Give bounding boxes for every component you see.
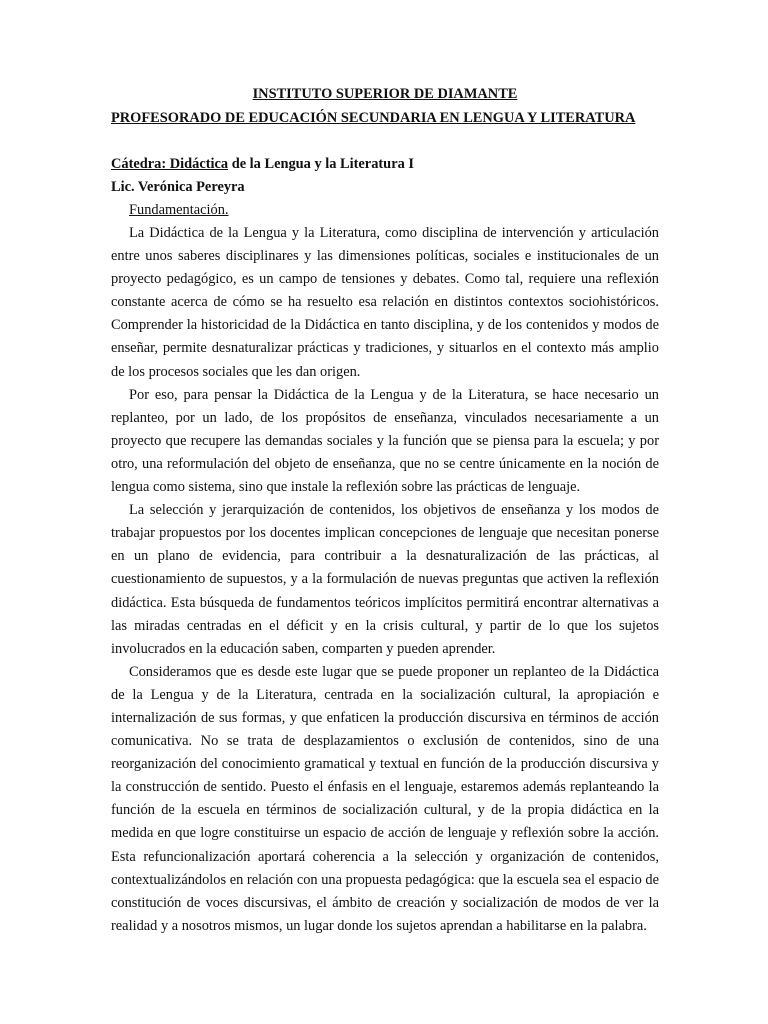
document-page bbox=[111, 82, 659, 938]
program-title: PROFESORADO DE EDUCACIÓN SECUNDARIA EN LENGUA Y LITERATURA bbox=[111, 110, 636, 126]
catedra-label: Cátedra: Didáctica bbox=[111, 156, 229, 172]
paragraph: La selección y jerarquización de contenidos, los objetivos de enseñanza y los modos de trabajar propuestos por los docentes implican concepciones de lenguaje que necesitan ponerse en un plano de evidencia, para contribuir a la desnaturalización de las prácticas, al cuestionamiento de supuestos, y a la formulación de nuevas preguntas que activen la reflexión didáctica. Esta búsqueda de fundamentos teóricos implícitos permitirá encontrar alternativas a las miradas centradas en el déficit y en la crisis cultural, y partir de lo que los sujetos involucrados en la educación saben, comparten y pueden aprender. bbox=[111, 502, 659, 657]
paragraph: Por eso, para pensar la Didáctica de la Lengua y de la Literatura, se hace necesario un replanteo, por un lado, de los propósitos de enseñanza, vinculados necesariamente a un proyecto que recupere las demandas sociales y la función que se piensa para la escuela; y por otro, una reformulación del objeto de enseñanza, que no se centre únicamente en la noción de lengua como sistema, sino que instale la reflexión sobre las prácticas de lenguaje. bbox=[111, 386, 659, 496]
section-heading: Fundamentación. bbox=[129, 202, 229, 218]
paragraph: La Didáctica de la Lengua y la Literatura, como disciplina de intervención y articulación entre unos saberes disciplinares y las dimensiones políticas, sociales e institucionales de un proyecto pedagógico, es un campo de tensiones y debates. Como tal, requiere una reflexión constante acerca de cómo se ha resuelto esa relación en distintos contextos sociohistóricos. Comprender la historicidad de la Didáctica en tanto disciplina, y de los contenidos y modos de enseñar, permite desnaturalizar prácticas y tradiciones, y situarlos en el contexto más amplio de los procesos sociales que les dan origen. bbox=[111, 225, 659, 380]
course-line bbox=[111, 152, 659, 176]
spacer bbox=[111, 130, 659, 152]
catedra-name: de la Lengua y la Literatura I bbox=[228, 156, 414, 172]
institute-title: INSTITUTO SUPERIOR DE DIAMANTE bbox=[252, 86, 518, 102]
paragraph: Consideramos que es desde este lugar que se puede proponer un replanteo de la Didáctica de la Lengua y de la Literatura, centrada en la socialización cultural, la apropiación e internalización de sus formas, y que enfaticen la producción discursiva en términos de acción comunicativa. No se trata de desplazamientos o exclusión de contenidos, sino de una reorganización del conocimiento gramatical y textual en función de la producción discursiva y la construcción de sentido. Puesto el énfasis en el lenguaje, estaremos además replanteando la función de la escuela en términos de socialización cultural, y de la propia didáctica en la medida en que logre constituirse un espacio de acción de lenguaje y reflexión sobre la acción. Esta refuncionalización aportará coherencia a la selección y organización de contenidos, contextualizándolos en relación con una propuesta pedagógica: que la escuela sea el espacio de constitución de voces discursivas, el ámbito de creación y socialización de modos de ver la realidad y a nosotros mismos, un lugar donde los sujetos aprendan a habilitarse en la palabra. bbox=[111, 663, 659, 934]
teacher-name: Lic. Verónica Pereyra bbox=[111, 179, 245, 195]
